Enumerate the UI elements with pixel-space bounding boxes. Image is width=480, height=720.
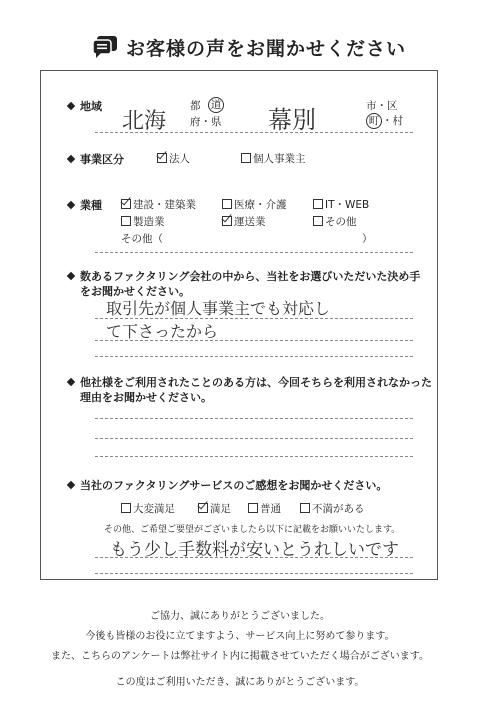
- to-label: 都: [190, 100, 201, 112]
- checkbox-very-satisfied[interactable]: 大変満足: [121, 501, 175, 516]
- diamond-bullet-icon: [67, 201, 75, 209]
- diamond-bullet-icon: [67, 481, 75, 489]
- reason-answer-line2: て下さったから: [106, 322, 219, 341]
- shi-ku-label: 市・区: [366, 100, 398, 112]
- footer-thanks: ご協力、誠にありがとうございました。: [150, 611, 330, 622]
- checkbox-dissatisfied[interactable]: 不満がある: [300, 501, 365, 516]
- footer-closing: この度はご利用いただき、誠にありがとうございます。: [115, 677, 365, 688]
- business-type-label: 事業区分: [68, 151, 124, 167]
- impression-question: 当社のファクタリングサービスのご感想をお聞かせください。: [68, 477, 387, 493]
- checkbox-icon: [313, 216, 323, 226]
- checkbox-checked-icon: [222, 216, 232, 226]
- checkbox-corporation[interactable]: 法人: [157, 151, 190, 166]
- checkbox-icon: [241, 153, 251, 163]
- speech-bubble-icon: [92, 34, 118, 58]
- do-label: 道: [208, 97, 224, 113]
- impression-line-2: [95, 573, 413, 574]
- checkbox-manufacturing[interactable]: 製造業: [121, 214, 165, 229]
- checkbox-checked-icon: [157, 153, 167, 163]
- checkbox-transport[interactable]: 運送業: [222, 214, 266, 229]
- other-line-3: [95, 456, 413, 457]
- checkbox-medical[interactable]: 医療・介護: [222, 197, 287, 212]
- diamond-bullet-icon: [67, 102, 75, 110]
- survey-frame: [40, 70, 438, 580]
- checkbox-other[interactable]: その他: [313, 214, 357, 229]
- checkbox-checked-icon: [198, 503, 208, 513]
- fu-ken-label: 府・県: [190, 116, 222, 128]
- reason-question-line2: をお聞かせください。: [80, 285, 190, 298]
- checkbox-construction[interactable]: 建設・建築業: [121, 197, 196, 212]
- reason-line-2: [95, 340, 413, 341]
- page-title: お客様の声をお聞かせください: [126, 38, 407, 60]
- checkbox-sole-proprietor[interactable]: 個人事業主: [241, 151, 306, 166]
- reason-question: 数あるファクタリング会社の中から、当社をお選びいただいた決め手: [68, 268, 420, 284]
- city-handwritten: 幕別: [268, 106, 316, 134]
- impression-line-1: [95, 557, 413, 558]
- prefecture-handwritten: 北海: [122, 109, 167, 134]
- checkbox-icon: [222, 199, 232, 209]
- other-company-question: 他社様をご利用されたことのある方は、今回そちらを利用されなかった: [68, 374, 432, 390]
- other-company-question-line2: 理由をお聞かせください。: [80, 391, 212, 404]
- checkbox-icon: [121, 216, 131, 226]
- checkbox-it-web[interactable]: IT・WEB: [313, 197, 369, 212]
- impression-note: その他、ご希望ご要望がございましたら以下に記載をお願いいたします。: [104, 525, 401, 535]
- reason-answer-line1: 取引先が個人事業主でも対応し: [106, 299, 331, 318]
- region-label: 地域: [68, 98, 102, 114]
- impression-answer: もう少し手数料が安いとうれしいです: [110, 540, 399, 560]
- footer-service: 今後も皆様のお役に立てますよう、サービス向上に努めて参ります。: [85, 631, 395, 642]
- diamond-bullet-icon: [67, 155, 75, 163]
- diamond-bullet-icon: [67, 272, 75, 280]
- other-suffix: ）: [362, 233, 373, 245]
- checkbox-satisfied[interactable]: 満足: [198, 501, 231, 516]
- reason-line-3: [95, 356, 413, 357]
- checkbox-icon: [313, 199, 323, 209]
- region-underline: [95, 132, 413, 133]
- checkbox-normal[interactable]: 普通: [248, 501, 281, 516]
- checkbox-icon: [300, 503, 310, 513]
- other-prefix: その他（: [121, 233, 163, 245]
- industry-underline: [95, 252, 413, 253]
- other-line-2: [95, 438, 413, 439]
- other-line-1: [95, 418, 413, 419]
- checkbox-icon: [121, 503, 131, 513]
- industry-label: 業種: [68, 197, 102, 213]
- machi-mura-label: 町 ・村: [366, 113, 403, 129]
- diamond-bullet-icon: [67, 378, 75, 386]
- checkbox-checked-icon: [121, 199, 131, 209]
- footer-publish-notice: また、こちらのアンケートは弊社サイト内に掲載させていただく場合がございます。: [51, 651, 429, 662]
- checkbox-icon: [248, 503, 258, 513]
